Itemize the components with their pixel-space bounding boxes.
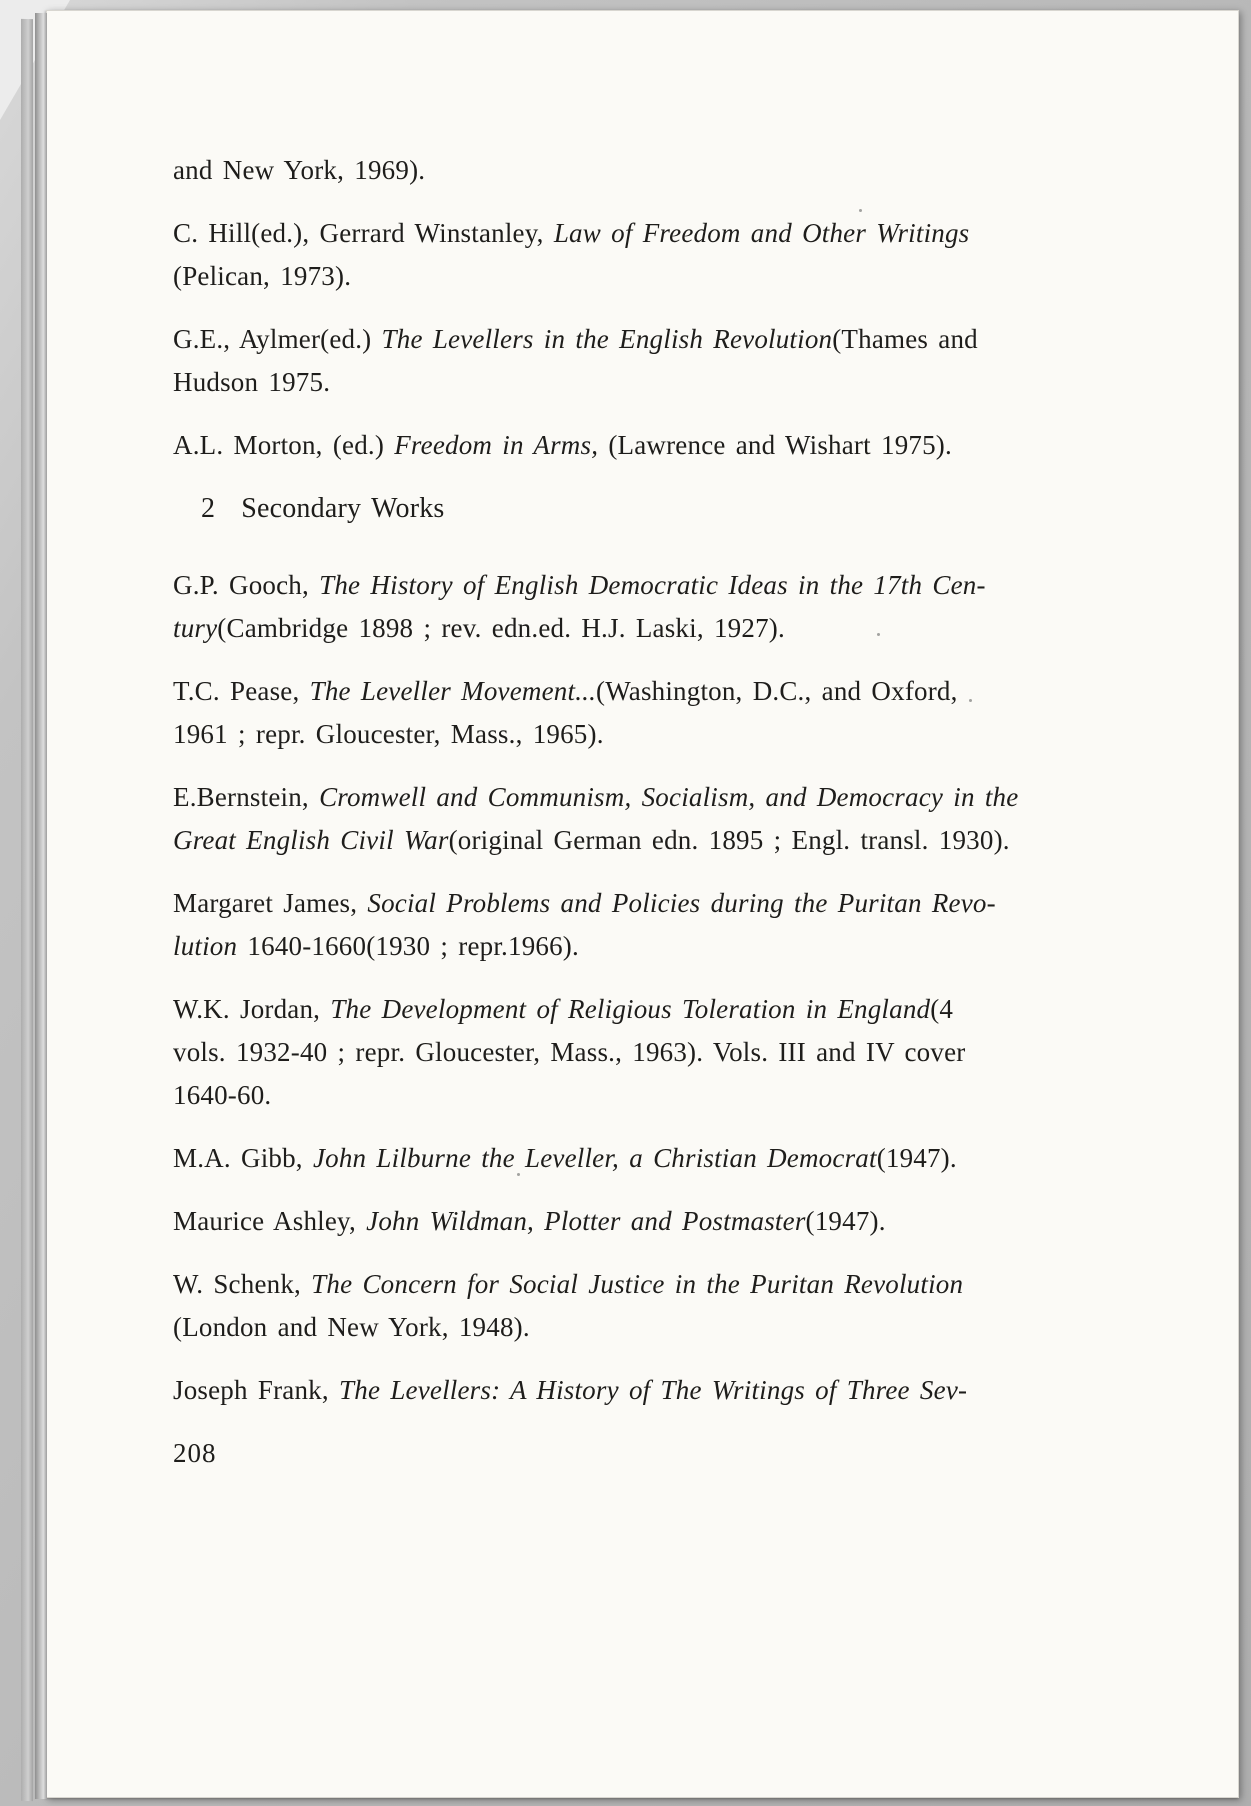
section-heading <box>173 487 1093 530</box>
bibliography-entry <box>173 1369 1093 1412</box>
entry-text-segment: E.Bernstein, <box>173 782 320 812</box>
bibliography-entry <box>173 318 1093 404</box>
bibliography-entry <box>173 1263 1093 1349</box>
page-number: 208 <box>173 1438 217 1468</box>
entry-text-segment: G.E., Aylmer(ed.) <box>173 324 382 354</box>
entries-before-heading <box>173 149 1093 467</box>
section-number: 2 <box>201 493 216 524</box>
entry-title-segment: The Leveller Movement... <box>309 676 597 706</box>
entry-text-segment: (1947). <box>876 1143 957 1173</box>
book-page <box>46 10 1239 1798</box>
entry-text-segment: (Lawrence and Wishart 1975). <box>598 430 952 460</box>
bibliography-entry <box>173 149 1093 192</box>
entry-title-segment: Law of Freedom and Other Writings <box>553 218 970 248</box>
entry-text-segment: A.L. Morton, (ed.) <box>173 430 395 460</box>
section-title: Secondary Works <box>241 493 445 524</box>
entry-title-segment: The History of English Democratic Ideas in the 17th Cen- <box>319 570 986 600</box>
bibliography-entry <box>173 1137 1093 1180</box>
entry-text-segment: G.P. Gooch, <box>173 570 320 600</box>
entry-text-segment: (4 <box>930 994 954 1024</box>
entry-title-segment: The Levellers in the English Revolution <box>381 324 833 354</box>
scan-speck <box>859 209 862 212</box>
entry-text-segment: and New York, 1969). <box>173 155 426 185</box>
entry-title-segment: John Wildman, Plotter and Postmaster <box>366 1206 806 1236</box>
entry-title-segment: lution <box>173 931 238 961</box>
entry-text-segment: 1640-1660(1930 ; repr.1966). <box>237 931 579 961</box>
entry-text-segment: (Thames and <box>832 324 978 354</box>
entry-title-segment: tury <box>173 613 218 643</box>
bibliography-entry <box>173 424 1093 467</box>
entry-title-segment: John Lilburne the Leveller, a Christian Democrat <box>312 1143 877 1173</box>
scan-speck <box>969 699 972 702</box>
entry-text-segment: (London and New York, 1948). <box>173 1312 530 1342</box>
entry-title-segment: The Development of Religious Toleration in England <box>330 994 931 1024</box>
entry-text-segment: M.A. Gibb, <box>173 1143 313 1173</box>
entry-title-segment: Social Problems and Policies during the Puritan Revo- <box>367 888 996 918</box>
entry-text-segment: (Pelican, 1973). <box>173 261 352 291</box>
bibliography-entry <box>173 564 1093 650</box>
scan-speck <box>517 1173 520 1176</box>
entry-text-segment: W.K. Jordan, <box>173 994 331 1024</box>
bibliography-text <box>173 149 1093 1475</box>
entries-after-heading <box>173 564 1093 1412</box>
bibliography-entry <box>173 776 1093 862</box>
bibliography-entry <box>173 670 1093 756</box>
entry-title-segment: The Levellers: A History of The Writings of Three Sev- <box>339 1375 968 1405</box>
entry-text-segment: (1947). <box>805 1206 886 1236</box>
entry-text-segment: vols. 1932-40 ; repr. Gloucester, Mass., 1963). Vols. III and IV cover <box>173 1037 966 1067</box>
entry-text-segment: Margaret James, <box>173 888 368 918</box>
bibliography-entry <box>173 882 1093 968</box>
entry-text-segment: Maurice Ashley, <box>173 1206 367 1236</box>
entry-text-segment: C. Hill(ed.), Gerrard Winstanley, <box>173 218 554 248</box>
bibliography-entry <box>173 1200 1093 1243</box>
entry-title-segment: Great English Civil War <box>173 825 449 855</box>
entry-text-segment: (original German edn. 1895 ; Engl. transl. 1930). <box>448 825 1010 855</box>
entry-text-segment: W. Schenk, <box>173 1269 312 1299</box>
entry-text-segment: 1961 ; repr. Gloucester, Mass., 1965). <box>173 719 604 749</box>
entry-title-segment: Cromwell and Communism, Socialism, and Democracy in the <box>319 782 1019 812</box>
bibliography-entry <box>173 212 1093 298</box>
entry-title-segment: Freedom in Arms, <box>394 430 599 460</box>
entry-title-segment: The Concern for Social Justice in the Puritan Revolution <box>311 1269 964 1299</box>
entry-text-segment: Hudson 1975. <box>173 367 331 397</box>
entry-text-segment: (Cambridge 1898 ; rev. edn.ed. H.J. Laski, 1927). <box>217 613 785 643</box>
entry-text-segment: Joseph Frank, <box>173 1375 340 1405</box>
entry-text-segment: 1640-60. <box>173 1080 272 1110</box>
scan-speck <box>877 633 880 636</box>
entry-text-segment: T.C. Pease, <box>173 676 310 706</box>
entry-text-segment: (Washington, D.C., and Oxford, <box>596 676 958 706</box>
bibliography-entry <box>173 988 1093 1117</box>
